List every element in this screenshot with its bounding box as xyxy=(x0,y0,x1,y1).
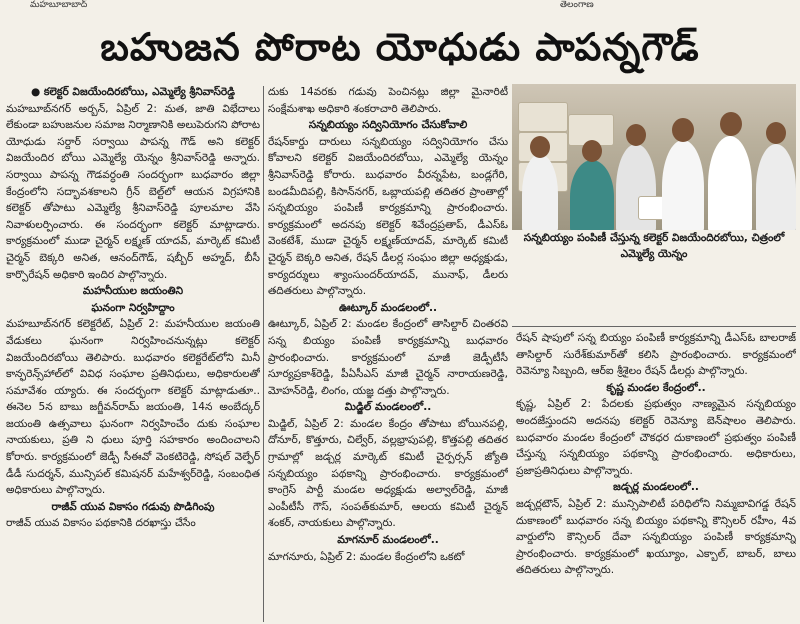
person xyxy=(662,140,704,230)
person-head xyxy=(530,136,550,158)
paragraph: రేషన్‌కార్డు దారులు సన్నబియ్యం సద్వినియోగం చేసు కోవాలని కలెక్టర్ విజయేందిరబోయి, ఎమ్మెల్యే యెన్నం శ్రీనివాస్‌రెడ్డి కోరారు. బుధవారం వీరన్నపేట, బండ్లగేరి, బండమీదిపల్లి, కిసాన్‌నగర్, ఒబ్లాయపల్లి తదితర ప్రాంతాల్లో సన్నబియ్యం పంపిణీ కార్యక్రమాన్ని ప్రారంభించారు. కార్యక్రమంలో అదనపు కలెక్టర్ శివేంద్రప్రతాప్, డీఎస్‌ఓ వెంకటేశ్, ముడా చైర్మన్ లక్ష్మణ్‌యాదవ్, మార్కెట్ కమిటీ చైర్మన్ బెక్కరి అనిత, రేషన్ డీలర్ల సంఘం జిల్లా అధ్యక్షుడు, కార్యదర్శులు శ్యాంసుందర్‌యాదవ్, మునాఫ్, డీలరు తదితరులు పాల్గొన్నారు. xyxy=(268,135,508,298)
subheading: ఘనంగా నిర్వహిద్దాం xyxy=(91,301,175,314)
subheading: మాగనూర్ మండలంలో.. xyxy=(337,534,439,547)
person-head xyxy=(582,140,602,162)
subheading: ● కలెక్టర్ విజయేందిరబోయి, ఎమ్మెల్యే శ్రీనివాస్‌రెడ్డి xyxy=(30,86,236,98)
column-3 xyxy=(516,330,796,624)
top-strip-text: మహబూబాబాద్ xyxy=(30,0,88,10)
headline: బహుజన పోరాట యోధుడు పాపన్నగౌడ్ xyxy=(100,25,700,69)
person xyxy=(522,154,558,230)
subheading: సన్నబియ్యం సద్వినియోగం చేసుకోవాలి xyxy=(308,119,468,132)
paragraph: మాగనూరు, ఏప్రిల్ 2: మండల కేంద్రంలోని ఒకటో xyxy=(268,550,465,563)
paragraph: ఊట్కూర్, ఏప్రిల్ 2: మండల కేంద్రంలో తాసిల్దార్ చింతరవి సన్న బియ్యం పంపిణీ కార్యక్రమాన్ని బుధవారం ప్రారంభించారు. కార్యక్రమంలో మాజీ జెడ్పీటీసీ సూర్యప్రకాశ్‌రెడ్డి, పీఏసీఎస్ మాజీ చైర్మన్ నారాయణరెడ్డి, మోహన్‌రెడ్డి, లింగం, యజ్ఞ దత్తు పాల్గొన్నారు. xyxy=(268,318,508,397)
subheading: కృష్ణ మండల కేంద్రంలో.. xyxy=(606,381,706,394)
person xyxy=(708,136,752,230)
person xyxy=(570,160,614,230)
paragraph: మిడ్జిల్, ఏప్రిల్ 2: మండల కేంద్రం తోపాటు బోయినపల్లి, దోనూర్, కొత్తూరు, చిల్వేర్, వల్లభ్రాపుపల్లి, కొత్తపల్లి తదితర గ్రామాల్లో జడ్చర్ల మార్కెట్ కమిటీ చైర్పర్సన్ జ్యోతి సన్నబియ్యం పథకాన్ని ప్రారంభించారు. కార్యక్రమంలో కాంగ్రెస్ పార్టీ మండల అధ్యక్షుడు అల్వాల్‌రెడ్డి, మాజీ ఎంపీటీసీ గౌస్, సంపత్‌కుమార్, ఆలయ కమిటీ చైర్మన్ శంకర్, నాయకులు పాల్గొన్నారు. xyxy=(268,417,508,530)
paragraph: రేషన్ షాపులో సన్న బియ్యం పంపిణీ కార్యక్రమాన్ని డీఎస్‌ఓ బాలరాజ్ తాసిల్దార్ సురేశ్‌కుమార్‌తో కలిసి ప్రారంభించారు. కార్యక్రమంలో రెవెన్యూ సిబ్బంది, ఆర్‌ఐ శ్రీశైలం రేషన్ డీలర్లు పాల్గొన్నారు. xyxy=(516,332,796,378)
column-1 xyxy=(6,84,260,624)
subheading: రాజీవ్ యువ వికాసం గడువు పొడిగింపు xyxy=(51,500,215,513)
paragraph: దుకు 14వరకు గడువు పెంచినట్లు జిల్లా మైనారిటీ సంక్షేమశాఖ అధికారి శంకరాచారి తెలిపారు. xyxy=(268,86,508,115)
subheading: మహనీయుల జయంతిని xyxy=(82,285,184,298)
person-head xyxy=(672,118,694,142)
subheading: జడ్చర్ల మండలంలో.. xyxy=(613,481,699,494)
subheading: ఊట్కూర్ మండలంలో.. xyxy=(338,301,438,314)
photo-caption: సన్నబియ్యం పంపిణీ చేస్తున్న కలెక్టర్ విజయేందిరబోయి, చిత్రంలో ఎమ్మెల్యే యెన్నం xyxy=(523,232,785,260)
person xyxy=(756,144,796,230)
top-strip-text: తెలంగాణ xyxy=(560,0,594,10)
news-photo xyxy=(512,84,796,230)
person-head xyxy=(766,122,786,144)
column-2 xyxy=(268,84,508,624)
subheading: మిడ్జిల్ మండలంలో.. xyxy=(344,401,432,414)
rice-bag xyxy=(518,102,568,132)
paragraph: కృష్ణ, ఏప్రిల్ 2: పేదలకు ప్రభుత్వం నాణ్యమైన సన్నబియ్యం అందజేస్తుందని అదనపు కలెక్టర్ రెవెన్యూ బెన్‌షాలం తెలిపారు. బుధవారం మండల కేంద్రంలో చౌకధర దుకాణంలో ప్రభుత్వం పంపిణీ చేస్తున్న సన్నబియ్యం పథకాన్ని ప్రారంభించారు. అధికారులు, ప్రజాప్రతినిధులు పాల్గొన్నారు. xyxy=(516,398,796,477)
top-strip xyxy=(0,0,800,14)
person-head xyxy=(626,124,646,146)
paragraph: మహబూబ్‌నగర్ అర్బన్, ఏప్రిల్ 2: మత, జాతి విభేదాలు లేకుండా బహుజనుల సమాజ నిర్మాణానికి అలుపెరుగని పోరాట యోధుడు సర్దార్ సర్వాయి పాపన్న గౌడ్ అని కలెక్టర్ విజయేందిర బోయి ఎమ్మెల్యే యెన్నం శ్రీనివాస్‌రెడ్డి అన్నారు. సర్వాయి పాపన్న గౌడవర్ధంతి సందర్భంగా బుధవారం జిల్లా కేంద్రంలోని సద్భావశకాలని గ్రీన్ బెల్ట్‌లో ఆయన విగ్రహానికి కలెక్టర్ తోపాటు ఎమ్మెల్యే శ్రీనివాస్‌రెడ్డి పూలమాల వేసి నివాళులర్పించారు. ఈ సందర్భంగా కలెక్టర్ మాట్లాడారు. కార్యక్రమంలో ముడా చైర్మన్ లక్ష్మణ్ యాదవ్, మార్కెట్ కమిటీ చైర్మన్ బెక్కరి అనిత, ఆనంద్‌గౌడ్, షబ్బీర్ అహ్మద్, బీసీ కార్పొరేషన్ అధికారి ఇందిర పాల్గొన్నారు. xyxy=(6,102,260,281)
paragraph: రాజీవ్ యువ వికాసం పథకానికి దరఖాస్తు చేసేం xyxy=(6,517,196,530)
person-head xyxy=(720,112,742,136)
column-divider xyxy=(263,86,264,622)
paragraph: జడ్చర్లటౌన్, ఏప్రిల్ 2: మున్సిపాలిటీ పరిధిలోని నిమ్మబావిగడ్డ రేషన్ దుకాణంలో బుధవారం సన్న బియ్యం పథకాన్ని కౌన్సిలర్ రహీం, 4వ వార్డులోని కౌన్సిలర్ దేవా సన్నబియ్యం పంపిణీ కార్యక్రమాన్ని ప్రారంభించారు. కార్యక్రమంలో ఖయ్యూం, ఎక్బాల్, బాబర్, బాలు తదితరులు పాల్గొన్నారు. xyxy=(516,497,796,577)
paragraph: మహబూబ్‌నగర్ కలెక్టరేట్, ఏప్రిల్ 2: మహనీయుల జయంతి వేడుకలు ఘనంగా నిర్వహించనున్నట్లు కలెక్టర్ విజయేందిరబోయి తెలిపారు. బుధవారం కలెక్టరేట్‌లోని మినీ కాన్ఫరెన్స్‌హాల్‌లో వివిధ సంఘాల ప్రతినిధులు, అధికారులతో సమావేశం య్యారు. ఈ సందర్భంగా కలెక్టర్ మాట్లాడుతూ.. ఈనెల 5న బాబు జగ్జీవన్‌రామ్ జయంతి, 14న అంబేద్కర్ జయంతి ఉత్సవాలు ఘనంగా నిర్వహించేం దుకు సంఘాల నాయకులు, ప్రతి ని ధులు పూర్తి సహకారం అందించాలని కోరారు. కార్యక్రమంలో జెడ్పీ సీఈవో వెంకటిరెడ్డి, సోషల్ వెల్ఫేర్ డీడీ సుదర్శన్, మున్సిపల్ కమిషనర్ మహేశ్వర్‌రెడ్డి, సంబంధిత అధికారులు పాల్గొన్నారు. xyxy=(6,318,260,497)
section-divider xyxy=(512,326,796,327)
